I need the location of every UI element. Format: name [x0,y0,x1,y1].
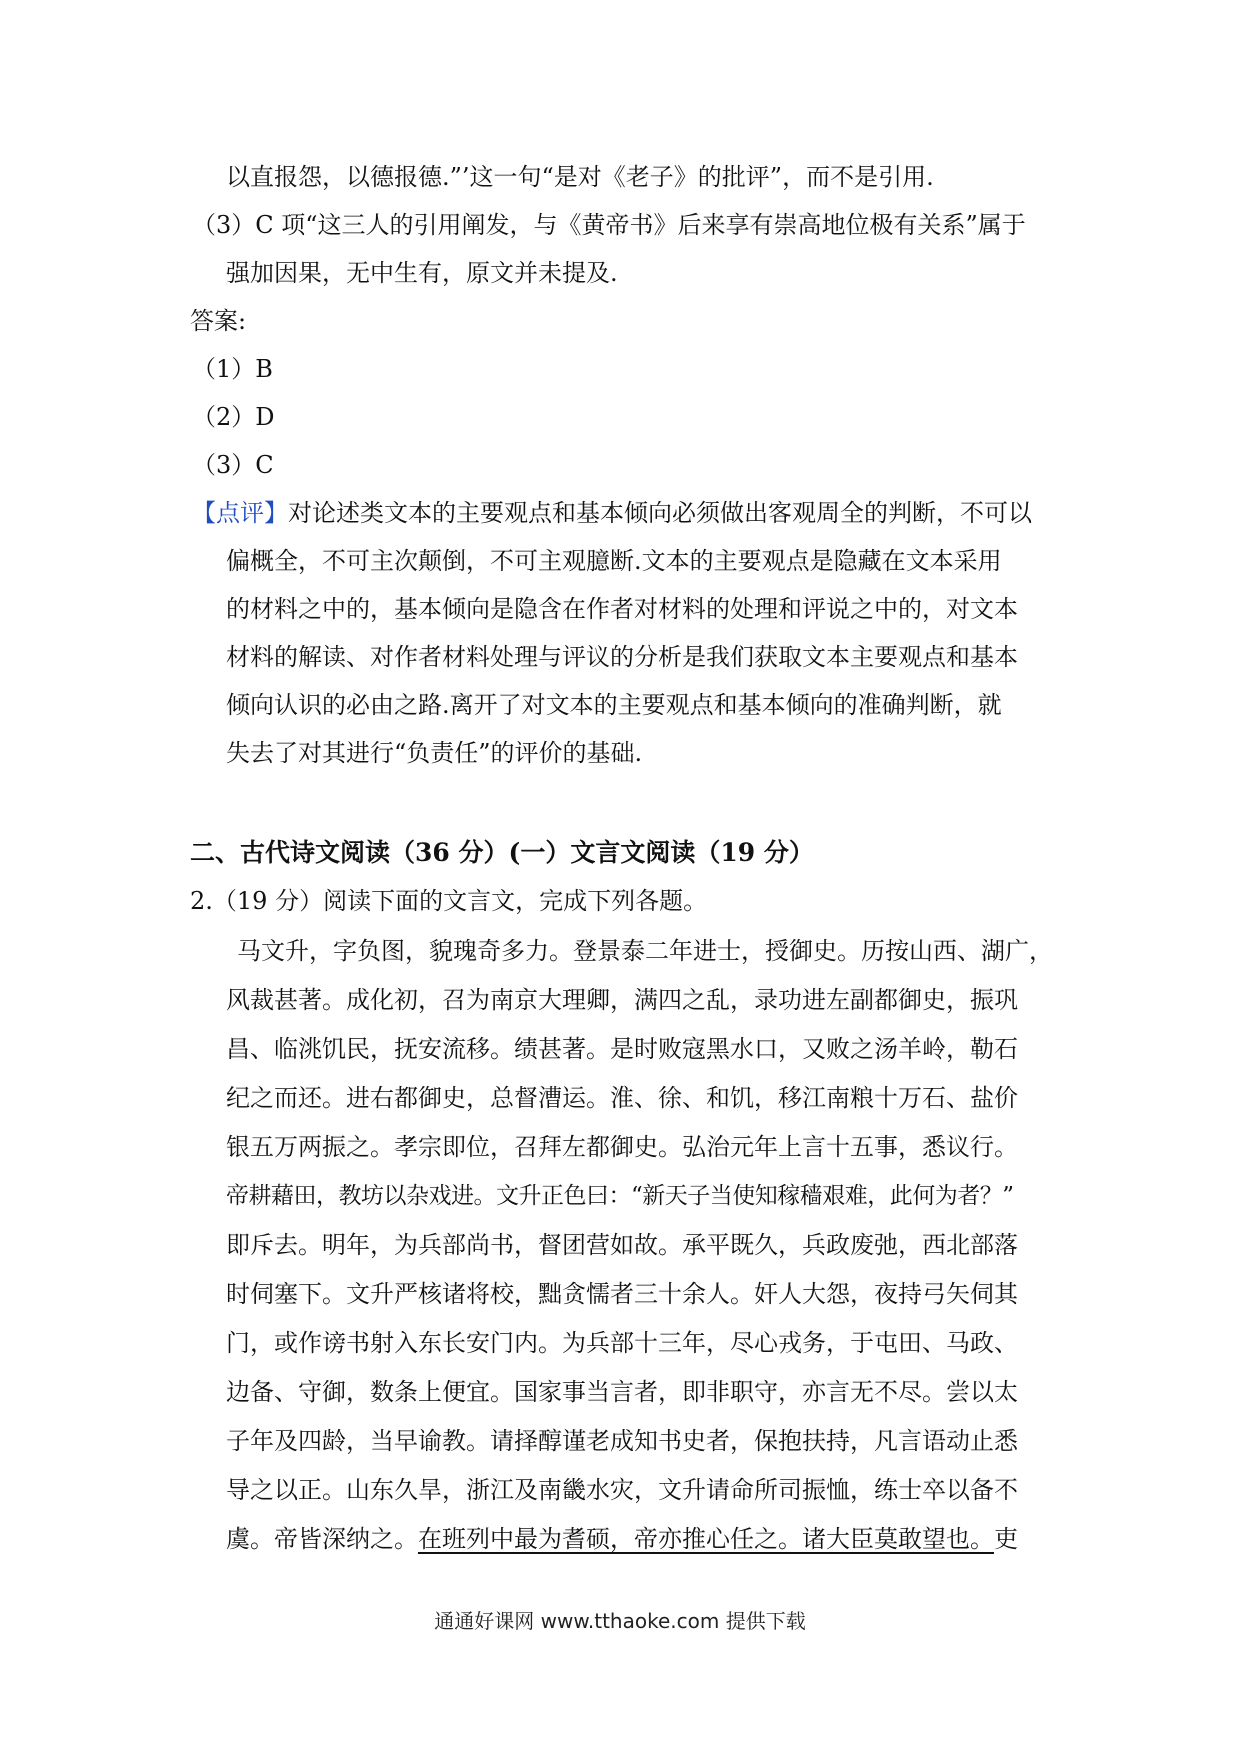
passage-line: 门，或作谤书射入东长安门内。为兵部十三年，尽心戎务，于屯田、马政、 [226,1329,1018,1357]
answer-item: （1）B [192,355,273,383]
analysis-line: 以直报怨，以德报德.”’这一句“是对《老子》的批评”，而不是引用. [226,163,934,191]
passage-last-line [226,1524,1018,1554]
section-heading: 二、古代诗文阅读（36 分）(一）文言文阅读（19 分） [190,838,814,867]
passage-line: 时伺塞下。文升严核诸将校，黜贪懦者三十余人。奸人大怨，夜持弓矢伺其 [226,1280,1018,1308]
question-stem: 2.（19 分）阅读下面的文言文，完成下列各题。 [190,887,708,915]
comment-line: 失去了对其进行“负责任”的评价的基础. [226,739,643,767]
page-footer: 通通好课网 www.tthaoke.com 提供下载 [434,1609,806,1633]
underlined-sentence: 在班列中最为耆硕，帝亦推心任之。诸大臣莫敢望也。 [418,1525,994,1553]
comment-line: 的材料之中的，基本倾向是隐含在作者对材料的处理和评说之中的，对文本 [226,595,1018,623]
passage-line: 即斥去。明年，为兵部尚书，督团营如故。承平既久，兵政废弛，西北部落 [226,1231,1018,1259]
passage-line: 昌、临洮饥民，抚安流移。绩甚著。是时败寇黑水口，又败之汤羊岭，勒石 [226,1035,1018,1063]
passage-line: 帝耕藉田，教坊以杂戏进。文升正色曰：“新天子当使知稼穑艰难，此何为者？” [226,1183,1014,1209]
passage-text: 吏 [994,1525,1018,1553]
analysis-line: 强加因果，无中生有，原文并未提及. [226,259,618,287]
passage-line: 马文升，字负图，貌瑰奇多力。登景泰二年进士，授御史。历按山西、湖广， [237,937,1053,965]
comment-line: 偏概全，不可主次颠倒，不可主观臆断.文本的主要观点是隐藏在文本采用 [226,547,1002,575]
passage-line: 子年及四龄，当早谕教。请择醇谨老成知书史者，保抱扶持，凡言语动止悉 [226,1427,1018,1455]
passage-line: 银五万两振之。孝宗即位，召拜左都御史。弘治元年上言十五事，悉议行。 [226,1133,1018,1161]
passage-line: 纪之而还。进右都御史，总督漕运。淮、徐、和饥，移江南粮十万石、盐价 [226,1084,1018,1112]
answer-item: （2）D [192,403,275,431]
analysis-line: （3）C 项“这三人的引用阐发，与《黄帝书》后来享有崇高地位极有关系”属于 [192,211,1026,239]
comment-text: 对论述类文本的主要观点和基本倾向必须做出客观周全的判断，不可以 [288,499,1032,527]
passage-line: 导之以正。山东久旱，浙江及南畿水灾，文升请命所司振恤，练士卒以备不 [226,1476,1018,1504]
comment-line: 材料的解读、对作者材料处理与评议的分析是我们获取文本主要观点和基本 [226,643,1018,671]
comment-first-line [192,498,1032,528]
comment-label: 【点评】 [192,499,288,527]
passage-text: 虞。帝皆深纳之。 [226,1525,418,1553]
answer-item: （3）C [192,451,274,479]
comment-line: 倾向认识的必由之路.离开了对文本的主要观点和基本倾向的准确判断，就 [226,691,1002,719]
passage-line: 边备、守御，数条上便宜。国家事当言者，即非职守，亦言无不尽。尝以太 [226,1378,1018,1406]
answers-label: 答案: [190,307,247,335]
passage-line: 风裁甚著。成化初，召为南京大理卿，满四之乱，录功进左副都御史，振巩 [226,986,1018,1014]
